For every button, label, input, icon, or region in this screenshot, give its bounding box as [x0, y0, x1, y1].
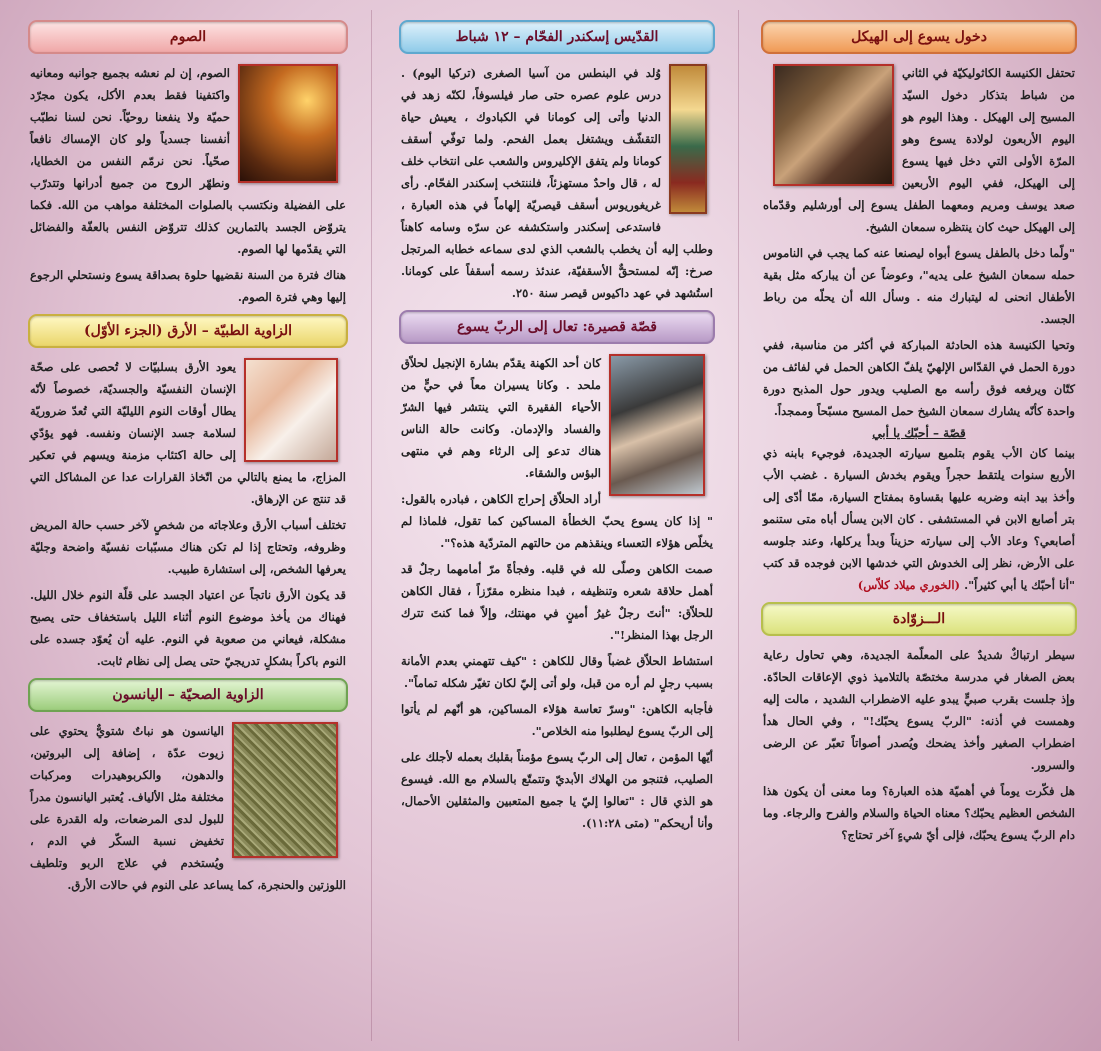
entry-paragraph-1: تحتفل الكنيسة الكاثوليكيّة في الثاني من شباط بتذكار دخول السيّد المسيح إلى الهيكل . وهذا اليوم هو اليوم الأربعون لولادة يسوع وهو المرّة الأولى التي دخل فيها يسوع إلى الهيكل، ففي اليوم الأربعين صعد يوسف ومريم ومعهما الطفل يسوع إلى أورشليم وقدّماه إلى الهيكل حيث كان ينتظره سمعان الشيخ. — [763, 66, 1075, 234]
anise-seeds-image — [232, 722, 338, 858]
column-divider — [371, 10, 372, 1041]
medical-paragraph-2: تختلف أسباب الأرق وعلاجاته من شخصٍ لآخر حسب حالة المريض وظروفه، وتحتاج إذا لم تكن هناك مسبّبات نفسيّة واضحة وجليّة يعرفها الشخص، إلى استشارة طبيب. — [30, 518, 346, 576]
short-story-paragraph-6: أيّها المؤمن ، تعال إلى الربّ يسوع مؤمناً بقلبك بعمله لأجلك على الصليب، فتنجو من الهلاك الأبديّ وتتمتّع بالسلام مع الله. فيسوع هو الذي قال : "تعالوا إليّ يا جميع المتعبين والمثقلين الأحمال، وأنا أريحكم" (متى ١١:٢٨). — [401, 750, 713, 830]
short-story-paragraph-5: فأجابه الكاهن: "وسرّ تعاسة هؤلاء المساكين، هو أنّهم لم يأتوا إلى الربّ يسوع ليطلبوا منه الخلاص". — [401, 702, 713, 738]
health-paragraph: اليانسون هو نباتٌ شتويٌّ يحتوي على زيوت عدّة ، إضافة إلى البروتين، والدهون، والكربوهيدرات ومركبات مختلفة مثل الألياف. يُعتبر اليانسون مدراً للبول لدى المرضعات، وله القدرة على تخفيض نسبة السكّر في الدم ، ويُستخدم في علاج الربو وتلطيف اللوزتين والحنجرة، كما يساعد على النوم في حالات الأرق. — [30, 724, 346, 892]
story-father-paragraph: بينما كان الأب يقوم بتلميع سيارته الجديدة، فوجيء بابنه ذي الأربع سنوات يلتقط حجراً ويقوم بخدش السيارة . غضب الأب وأخذ بيد ابنه وضربه عليها بقساوة بمفتاح السيارة، ممّا أدّى إلى بتر أصابع الابن في المستشفى . كان الابن يسأل أباه متى ستنمو أصابعي؟ وعاد الأب إلى سيارته حزيناً وبدأ يركلها، وعند جلوسه على الأرض، نظر إلى الخدوش التي خدشها الابن فوجده قد كتب "أنا أحبّك يا أبي كثيراً". (الخوري ميلاد كلاّس) — [763, 446, 1075, 592]
story-signature: (الخوري ميلاد كلاّس) — [857, 578, 961, 592]
column-divider — [738, 10, 739, 1041]
zuwada-title: الـــزوّادة — [761, 602, 1077, 636]
right-column — [751, 14, 1087, 1041]
health-corner-title: الزاوية الصحيّة – اليانسون — [28, 678, 348, 712]
saint-title: القدّيس إسكندر الفحّام – ١٢ شباط — [399, 20, 715, 54]
short-story-paragraph-4: استشاط الحلاّق غضباً وقال للكاهن : "كيف تتهمني بعدم الأمانة بسبب رجلٍ لم أره من قبل، ولو أتى إليّ لكان تغيّر شكله تماماً". — [401, 654, 713, 690]
entry-paragraph-3: وتحيا الكنيسة هذه الحادثة المباركة في أكثر من مناسبة، ففي دورة الحمل في القدّاس الإلهيّ يلفّ الكاهن الحمل في لفائف من كتّان ويرفعه فوق رأسه مع الصليب ويدور حول المذبح دورة واحدة كأنّه يشارك سمعان الشيخ حمل المسيح مسبّحاً وممجداً. — [763, 338, 1075, 418]
praying-jesus-image — [238, 64, 338, 183]
middle-column — [389, 14, 725, 1041]
saint-icon-image — [669, 64, 707, 214]
entry-temple-title: دخول يسوع إلى الهيكل — [761, 20, 1077, 54]
medical-paragraph-3: قد يكون الأرق ناتجاً عن اعتياد الجسد على قلّة النوم خلال الليل. فهناك من يأخذ موضوع النوم أثناء الليل باستخفاف حتى يصبح مشكلة، فيعاني من صعوبة في النوم. عليه أن يُعوّد جسده على النوم باكراً بشكلٍ تدريجيّ حتى يصل إلى نظام ثابت. — [30, 588, 346, 668]
zuwada-paragraph-2: هل فكّرت يوماً في أهميّة هذه العبارة؟ وما معنى أن يكون هذا الشخص العظيم يحبّك؟ معناه الحياة والسلام والفرح والرجاء. وما دام الربّ يسوع يحبّك، فإلى أيّ شيءٍ آخر تحتاج؟ — [763, 784, 1075, 842]
saint-paragraph: وُلد في البنطس من آسيا الصغرى (تركيا اليوم) . درس علوم عصره حتى صار فيلسوفاً، لكنّه زهد في الدنيا وأتى إلى كومانا في الكبادوك ، يعيش حياة التقشّف ويشتغل بعمل الفحم. ولما توفّي أسقف كومانا ولم يتفق الإكليروس والشعب على انتخاب خلف له ، قال واحدٌ مستهزئاً، فلننتخب إسكندر الفحّام. رأى غريغوريوس أسقف قيصريّة إلهاماً في هذه العبارة ، فاستدعى إسكندر واستكشفه عن سرّه وسامه كاهناً وطلب إليه أن يخطب بالشعب الذي لدى سماعه خطابه المرتجل صرخ: إنّه لمستحقٌّ الأسقفيّة، عندئذ رسمه أسقفاً على كومانا. استُشهد في عهد داكيوس قيصر سنة ٢٥٠. — [401, 66, 713, 300]
barber-image — [609, 354, 705, 496]
short-story-title: قصّة قصيرة: تعال إلى الربّ يسوع — [399, 310, 715, 344]
medical-paragraph-1: يعود الأرق بسلبيّات لا تُحصى على صحّة الإنسان النفسيّة والجسديّة، خصوصاً لأنّه يطال أوقات النوم الليليّة التي تُعدّ ضروريّة لسلامة جسد الإنسان ونفسه. فهو يؤدّي إلى حالة اكتئاب مزمنة ويسهم في تعكير المزاج، ما يمنع بالتالي من اتّخاذ القرارات عدا عن المشاكل التي قد تنتج عن الإرهاق. — [30, 360, 346, 506]
zuwada-paragraph-1: سيطر ارتباكٌ شديدٌ على المعلّمة الجديدة، وهي تحاول رعاية بعض الصغار في مدرسة مختصّة بالتلاميذ ذوي الإعاقات الحادّة. وإذ جلست بقرب صبيٍّ يبدو عليه الاضطراب الشديد ، مالت إليه وهمست في أذنه: "الربّ يسوع يحبّك!" ، وفي الحال هدأ اضطراب الصغير وأخذ يضحك ويُصدر أصواتاً تعبّر عن الرضى والسرور. — [763, 648, 1075, 772]
left-column — [18, 14, 358, 1041]
short-story-paragraph-3: صمت الكاهن وصلّى لله في قلبه. وفجأةً مرّ أمامهما رجلٌ قد أهمل حلاقة شعره وتنظيفه ، فبدا منظره مقرّزاً ، فقال الكاهن للحلاّق: "أنتَ رجلٌ غيرُ أمينٍ في مهنتك، وإلاّ فما كنتَ تترك الرجل بهذا المنظر!". — [401, 562, 713, 642]
fasting-paragraph-2: هناك فترة من السنة نقضيها حلوة بصداقة يسوع ونستحلي الرجوع إليها وهي فترة الصوم. — [30, 268, 346, 304]
sleeping-child-image — [244, 358, 338, 462]
medical-corner-title: الزاوية الطبيّة – الأرق (الجزء الأوّل) — [28, 314, 348, 348]
story-father-title: قصّة – أحبّك يا أبي — [872, 426, 966, 440]
fasting-paragraph-1: الصوم، إن لم نعشه بجميع جوانبه ومعانيه واكتفينا فقط بعدم الأكل، يكون مجرّد حميّة ولا ينفعنا روحيّاً. نحن لسنا نطبّب أنفسنا جسدياً ولو كان الإمساك نافعاً صحّياً. نحن نرمّم النفس من الخطايا، ونطهّر الروح من جميع أدرانها وتتدرّب على الفضيلة ونكتسب بالصلوات المختلفة مواهب من الله. فكما يتروّض الجسد بالتمارين كذلك تتروّض النفس بالعفّة والفضائل التي يقدّمها لها الصوم. — [30, 66, 346, 256]
temple-presentation-image — [773, 64, 894, 186]
short-story-paragraph-1: كان أحد الكهنة يقدّم بشارة الإنجيل لحلاّق ملحد . وكانا يسيران معاً في حيٍّ من الأحياء الفقيرة التي ينتشر فيها الشرّ والفساد والإدمان. وكانت حالة الناس هناك تدعو إلى الرثاء وهم في منتهى البؤس والشقاء. — [401, 352, 713, 484]
fasting-title: الصوم — [28, 20, 348, 54]
entry-paragraph-2: "ولّما دخل بالطفل يسوع أبواه ليصنعا عنه كما يجب في الناموس حمله سمعان الشيخ على يديه"، وعوضاً عن أن يباركه مثل بقية الأطفال انحنى له ليتبارك منه . وسأل الله أن يحلّه من رباط الجسد. — [763, 246, 1075, 326]
short-story-paragraph-2: أراد الحلاّق إحراج الكاهن ، فبادره بالقول: " إذا كان يسوع يحبّ الخطأة المساكين كما تقول، فلماذا لم يخلّص هؤلاء التعساء وينقذهم من حالتهم المتردّية هذه؟". — [401, 492, 713, 550]
